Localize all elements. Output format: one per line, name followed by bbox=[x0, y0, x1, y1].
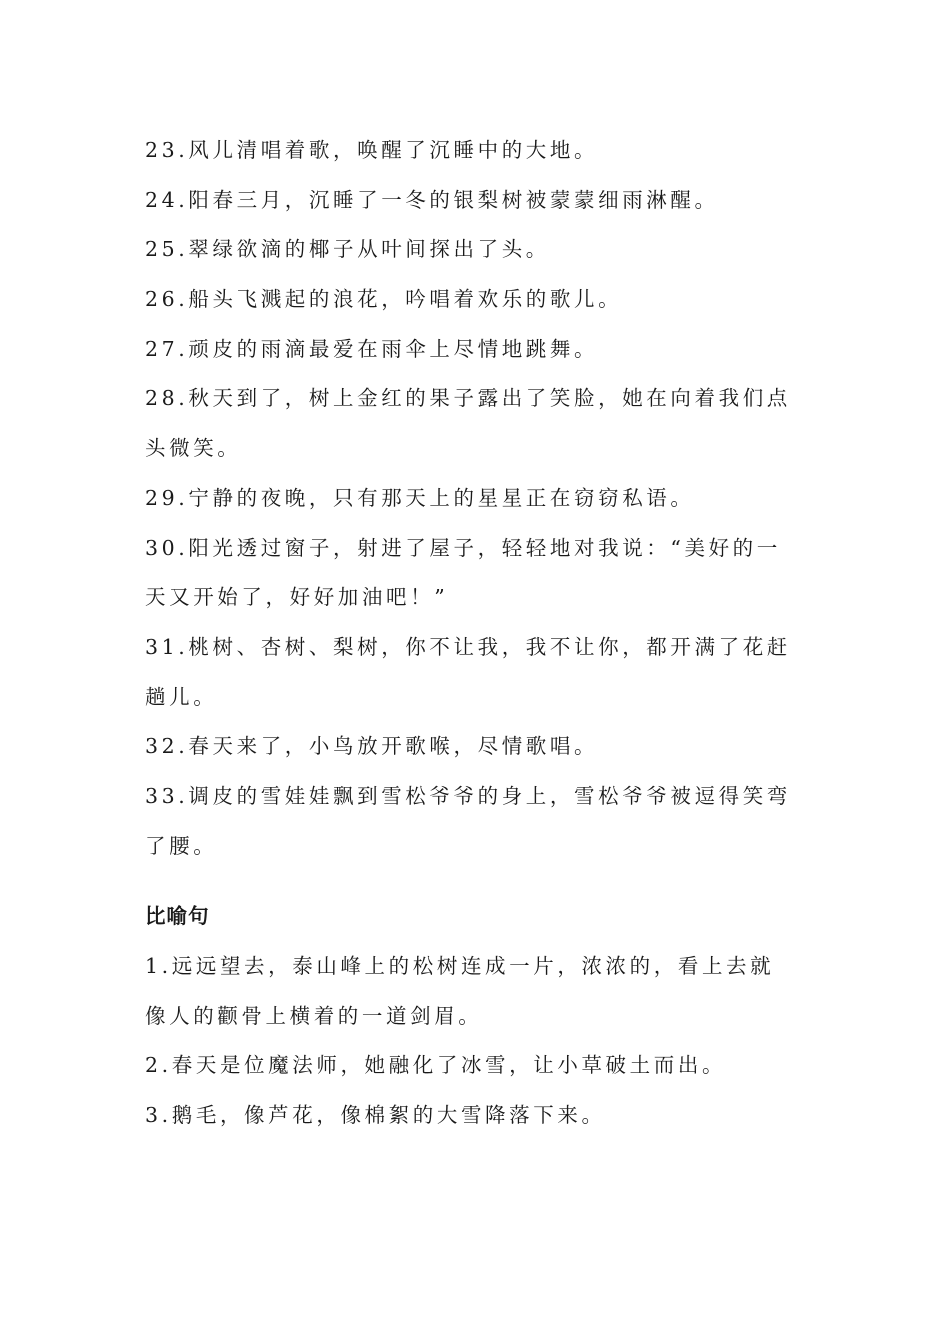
sentence-line: 30.阳光透过窗子，射进了屋子，轻轻地对我说：“美好的一 bbox=[145, 535, 781, 560]
sentence-line: 2.春天是位魔法师，她融化了冰雪，让小草破土而出。 bbox=[145, 1053, 727, 1078]
personification-sentence-list bbox=[145, 126, 810, 871]
document-content bbox=[145, 126, 810, 1141]
sentence-line: 29.宁静的夜晚，只有那天上的星星正在窃窃私语。 bbox=[145, 485, 695, 510]
sentence-line: 天又开始了，好好加油吧！” bbox=[145, 585, 449, 610]
sentence-line: 32.春天来了，小鸟放开歌喉，尽情歌唱。 bbox=[145, 734, 599, 759]
sentence-line: 趟儿。 bbox=[145, 684, 218, 709]
sentence-line: 23.风儿清唱着歌，唤醒了沉睡中的大地。 bbox=[145, 138, 599, 162]
metaphor-sentence-list bbox=[145, 942, 810, 1141]
sentence-line: 25.翠绿欲滴的椰子从叶间探出了头。 bbox=[145, 237, 550, 262]
sentence-line: 26.船头飞溅起的浪花，吟唱着欢乐的歌儿。 bbox=[145, 287, 623, 312]
sentence-line: 28.秋天到了，树上金红的果子露出了笑脸，她在向着我们点 bbox=[145, 386, 791, 411]
sentence-line: 3.鹅毛，像芦花，像棉絮的大雪降落下来。 bbox=[145, 1103, 606, 1128]
sentence-line: 31.桃树、杏树、梨树，你不让我，我不让你，都开满了花赶 bbox=[145, 634, 791, 659]
section-spacer bbox=[145, 871, 810, 892]
sentence-line: 33.调皮的雪娃娃飘到雪松爷爷的身上，雪松爷爷被逗得笑弯 bbox=[145, 783, 791, 808]
sentence-line: 了腰。 bbox=[145, 833, 218, 858]
sentence-line: 27.顽皮的雨滴最爱在雨伞上尽情地跳舞。 bbox=[145, 336, 599, 361]
sentence-line: 24.阳春三月，沉睡了一冬的银梨树被蒙蒙细雨淋醒。 bbox=[145, 187, 719, 212]
sentence-line: 头微笑。 bbox=[145, 436, 242, 461]
sentence-line: 像人的颧骨上横着的一道剑眉。 bbox=[145, 1003, 483, 1028]
sentence-line: 1.远远望去，泰山峰上的松树连成一片，浓浓的，看上去就 bbox=[145, 954, 775, 978]
section-heading: 比喻句 bbox=[145, 904, 210, 929]
